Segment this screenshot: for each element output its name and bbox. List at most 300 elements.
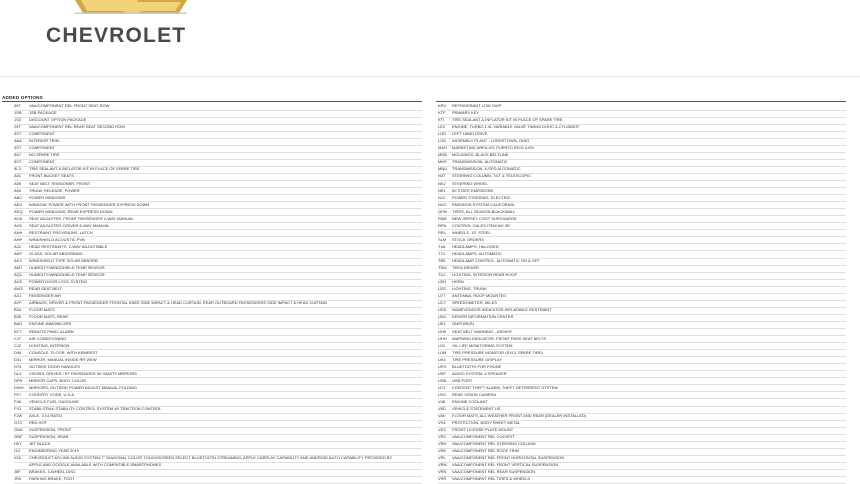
option-code: GNF bbox=[14, 434, 23, 440]
option-code: SLM bbox=[438, 236, 447, 242]
option-description: WINDOW, POWER WITH FRONT PASSENGER EXPRESS DOWN bbox=[29, 201, 150, 207]
option-code: MNU bbox=[438, 166, 448, 172]
option-code: 4AA bbox=[14, 138, 22, 144]
option-description: POWER WINDOWS bbox=[29, 194, 66, 200]
option-row bbox=[2, 237, 422, 244]
option-row bbox=[436, 448, 846, 455]
option-code: AU3 bbox=[14, 279, 22, 285]
option-code: CJ7 bbox=[14, 335, 22, 341]
option-row bbox=[436, 145, 846, 152]
option-description: FLOOR MATS, REAR bbox=[29, 314, 69, 320]
option-row bbox=[436, 181, 846, 188]
option-code: VH1 bbox=[438, 420, 446, 426]
option-row bbox=[2, 124, 422, 131]
option-description: HEAD RESTRAINTS, 2-WAY ADJUSTABLE bbox=[29, 243, 108, 249]
option-code: B34 bbox=[14, 307, 22, 313]
option-description: APPLE AND GOOGLE AVAILABLE WITH COMPATIBLE SMARTPHONES bbox=[29, 462, 162, 468]
option-row bbox=[2, 413, 422, 420]
option-description: RESTRAINT PROVISIONS, LATCH bbox=[29, 229, 93, 235]
option-row bbox=[436, 166, 846, 173]
option-code: TB5 bbox=[438, 258, 446, 264]
option-code: UK4 bbox=[438, 356, 446, 362]
option-row bbox=[2, 469, 422, 476]
option-description: VAA/COMPONENT REL FRONT SEAT ROW bbox=[29, 103, 110, 108]
option-row bbox=[436, 258, 846, 265]
option-row bbox=[2, 321, 422, 328]
option-row bbox=[2, 152, 422, 159]
option-description: TIRES, ALL SEASON BLACKWALL bbox=[452, 208, 516, 214]
option-description: MIRRORS, OUTSIDE POWER ADJUST MANUAL FOLDING bbox=[29, 384, 138, 390]
option-code: AH3 bbox=[14, 222, 22, 228]
option-row bbox=[436, 413, 846, 420]
option-row bbox=[436, 244, 846, 251]
option-code: 5A7 bbox=[14, 152, 22, 158]
option-row bbox=[436, 251, 846, 258]
option-description: NO SPARE TIRE bbox=[29, 152, 60, 158]
option-row bbox=[2, 307, 422, 314]
option-description: PROTECTION, BODY SHEET METAL bbox=[452, 420, 521, 426]
option-code: DL4 bbox=[14, 370, 22, 376]
option-code: FJW bbox=[14, 413, 23, 419]
option-code: RRL bbox=[438, 229, 447, 235]
option-row bbox=[436, 462, 846, 469]
option-row bbox=[2, 159, 422, 166]
option-description: POWER STEERING, ELECTRIC bbox=[452, 194, 511, 200]
option-row bbox=[2, 244, 422, 251]
option-row bbox=[2, 293, 422, 300]
options-column-left bbox=[2, 101, 422, 484]
option-description: HUMIDITY/WINDSHIELD TEMP SENSOR bbox=[29, 272, 105, 278]
option-code: F48 bbox=[14, 398, 21, 404]
option-row bbox=[2, 329, 422, 336]
option-description: VAA/COMPONENT REL FRONT HORIZONTAL SUSPENSION bbox=[452, 455, 565, 461]
option-description: NEW JERSEY COST SURCHARGE bbox=[452, 215, 517, 221]
option-code: IOA bbox=[14, 455, 21, 461]
option-row bbox=[2, 145, 422, 152]
header bbox=[0, 0, 860, 76]
option-description: SUSPENSION, REAR bbox=[29, 434, 69, 440]
option-row bbox=[436, 364, 846, 371]
option-code: UC7 bbox=[438, 300, 447, 306]
option-row bbox=[436, 357, 846, 364]
option-row bbox=[436, 117, 846, 124]
option-row bbox=[2, 251, 422, 258]
option-description: CONTROL GALES ITEM NO 3R bbox=[452, 222, 510, 228]
option-code: NUC bbox=[438, 201, 447, 207]
option-row bbox=[2, 385, 422, 392]
option-row bbox=[436, 159, 846, 166]
option-description: COMPONENT bbox=[29, 159, 55, 165]
option-code: UJM bbox=[438, 349, 447, 355]
option-code: VRC bbox=[438, 434, 447, 440]
option-description: VAA/COMPONENT REL FRONT VERTICAL SUSPENSION bbox=[452, 462, 559, 468]
option-description: COMPONENT bbox=[29, 145, 55, 151]
option-row bbox=[436, 138, 846, 145]
option-row bbox=[436, 350, 846, 357]
option-description: AXLE, 3.14 RATIO bbox=[29, 413, 63, 419]
option-row bbox=[2, 181, 422, 188]
option-row bbox=[2, 188, 422, 195]
option-description: WHEELS, 15" STEEL bbox=[452, 229, 491, 235]
option-code: LHD bbox=[438, 131, 447, 137]
option-code: FE7 bbox=[14, 391, 22, 397]
option-row bbox=[2, 392, 422, 399]
option-description: VAA/COMPONENT REL STEERING COLUMN bbox=[452, 441, 536, 447]
option-row bbox=[2, 336, 422, 343]
option-code: NJ1 bbox=[438, 194, 446, 200]
option-code: UE1 bbox=[438, 321, 446, 327]
option-code: UDC bbox=[438, 314, 447, 320]
option-row bbox=[436, 202, 846, 209]
option-description: TIRE SEALANT & INFLATOR KIT IN PLACE OF SPARE TIRE bbox=[29, 166, 140, 172]
option-description: AUDIO SYSTEM, 6 SPEAKER bbox=[452, 370, 507, 376]
option-description: JET BLACK bbox=[29, 441, 51, 447]
option-code: LE2 bbox=[438, 124, 446, 130]
option-description: EMISSION SYSTEM CALIFORNIA bbox=[452, 201, 515, 207]
option-row bbox=[2, 230, 422, 237]
option-description: TIRE PRESSURE DISPLAY bbox=[452, 356, 502, 362]
option-description: COUNTRY CODE, U.S.A. bbox=[29, 391, 76, 397]
option-code: AG5 bbox=[14, 215, 23, 221]
option-description: BLUETOOTH FOR PHONE bbox=[452, 363, 502, 369]
column-rule bbox=[2, 101, 422, 102]
option-row bbox=[436, 476, 846, 483]
option-row bbox=[2, 476, 422, 483]
option-row bbox=[436, 420, 846, 427]
option-code: BAH bbox=[14, 321, 23, 327]
option-row bbox=[2, 166, 422, 173]
option-code: 1SB bbox=[14, 110, 22, 116]
option-row bbox=[436, 223, 846, 230]
option-description: TRUNK RELEASE, POWER bbox=[29, 187, 80, 193]
option-row bbox=[2, 420, 422, 427]
option-code: B35 bbox=[14, 314, 22, 320]
option-row bbox=[436, 265, 846, 272]
option-description: LIGHTING, INTERIOR REAR ROOF bbox=[452, 272, 518, 278]
option-description: DISCOUNT OPTION PACKAGE bbox=[29, 117, 87, 123]
option-code: JPA bbox=[14, 476, 22, 482]
option-description: CONTENT THEFT ALARM, THEFT DETERRENT SYSTEM bbox=[452, 384, 558, 390]
option-code: USB bbox=[438, 377, 447, 383]
option-row bbox=[2, 279, 422, 286]
options-list-left bbox=[2, 103, 422, 484]
option-code: VAV bbox=[438, 413, 446, 419]
header-divider bbox=[0, 76, 860, 77]
option-description: AIRBAGS, DRIVER & FRONT PASSENGER FRONTAL KNEE SIDE IMPACT & HEAD CURTAIN, REAR OUTBOARD PASSENGERS SIDE IMPACT & HEAD CURTAIN bbox=[29, 300, 327, 306]
option-row bbox=[2, 406, 422, 413]
option-code: KTF bbox=[438, 110, 446, 116]
option-description: DRIVER INFORMATION CENTER bbox=[452, 314, 514, 320]
option-code: UJ1 bbox=[438, 342, 446, 348]
option-code: UTJ bbox=[438, 384, 446, 390]
option-row bbox=[2, 173, 422, 180]
option-description: ONSTAR(R) bbox=[452, 321, 474, 327]
option-description: VAA/COMPONENT REL COCKPIT bbox=[452, 434, 515, 440]
option-row bbox=[2, 216, 422, 223]
option-row bbox=[2, 343, 422, 350]
option-code: A69 bbox=[14, 180, 22, 186]
option-row bbox=[2, 371, 422, 378]
option-code: AED bbox=[14, 201, 23, 207]
option-code: A51 bbox=[14, 173, 22, 179]
option-row bbox=[436, 314, 846, 321]
option-row bbox=[2, 103, 422, 110]
options-column-right bbox=[436, 101, 846, 484]
option-description: HEADLAMPS, AUTOMATIC bbox=[452, 250, 502, 256]
option-description: VEHICLE STATEMENT US bbox=[452, 406, 501, 412]
option-code: 3ST bbox=[14, 131, 22, 137]
option-description: VISORS, DRIVER / RT PASSENGER W/ VANITY MIRRORS bbox=[29, 370, 137, 376]
option-row bbox=[436, 371, 846, 378]
option-code: 25T bbox=[14, 124, 21, 130]
option-code: GNA bbox=[14, 427, 23, 433]
option-description: USB PORT bbox=[452, 377, 473, 383]
option-code: MAH bbox=[438, 145, 447, 151]
option-description: WINDSHIELD TYPE SOLAR ABSORB bbox=[29, 258, 98, 264]
option-row bbox=[436, 230, 846, 237]
brand-wordmark: CHEVROLET bbox=[46, 24, 187, 47]
option-description: AIR CONDITIONING bbox=[29, 335, 67, 341]
option-code: AM7 bbox=[14, 265, 23, 271]
option-code: UVC bbox=[438, 391, 447, 397]
option-code: UHH bbox=[438, 335, 447, 341]
option-description: FRONT BUCKET SEATS bbox=[29, 173, 74, 179]
option-row bbox=[436, 329, 846, 336]
option-description: PRIMARY KEY bbox=[452, 110, 480, 116]
option-row bbox=[2, 286, 422, 293]
option-description: WARNING INDICATOR, FRONT PASS SEAT BELTS bbox=[452, 335, 547, 341]
option-description: OUTSIDE DOOR HANDLES bbox=[29, 363, 80, 369]
option-row bbox=[2, 314, 422, 321]
option-row bbox=[2, 364, 422, 371]
option-row bbox=[436, 399, 846, 406]
option-code: USF bbox=[438, 370, 446, 376]
option-description: CONSOLE, FLOOR, WITH ARMREST bbox=[29, 349, 98, 355]
option-description: HUMIDITY/WINDSHIELD TEMP SENSOR bbox=[29, 265, 105, 271]
option-row bbox=[2, 378, 422, 385]
option-description: SEAT ADJUSTER, DRIVER 6-WAY MANUAL bbox=[29, 222, 110, 228]
option-code: VRM bbox=[438, 462, 447, 468]
option-description: LEFT HAND DRIVE bbox=[452, 131, 488, 137]
option-description: TIRE PRESSURE MONITOR (EXCL SPARE TIRE) bbox=[452, 349, 543, 355]
option-description: STABILITRAK STABILITY CONTROL SYSTEM W/ TRACTION CONTROL bbox=[29, 406, 162, 412]
option-description: RED HOT bbox=[29, 420, 47, 426]
option-description: HEADLAMP CONTROL, AUTOMATIC ON & OFF bbox=[452, 258, 540, 264]
option-description: MIRROR, MANUAL INSIDE RR VIEW bbox=[29, 356, 97, 362]
option-description: ENGINE IMMOBILIZER bbox=[29, 321, 72, 327]
option-description: ENGINE, TURBO 1.4L VARIABLE VALVE TIMING DOHC 4-CYLINDER bbox=[452, 124, 579, 130]
option-description: NAMEVENDOR INDICATOR INFLATABLE RESTRAINT bbox=[452, 307, 552, 313]
option-code: N37 bbox=[438, 173, 446, 179]
option-description: VEHICLE FUEL GASOLINE bbox=[29, 398, 79, 404]
option-row bbox=[436, 293, 846, 300]
option-description: PASSENGER AIR bbox=[29, 293, 62, 299]
option-code: U2H bbox=[438, 279, 447, 285]
option-code: VRL bbox=[438, 455, 446, 461]
option-row bbox=[436, 441, 846, 448]
option-description: SEAT BELT WARNING - DRIVER bbox=[452, 328, 512, 334]
option-description: ENGINE COOLANT bbox=[452, 398, 488, 404]
option-description: HEADLAMPS, HALOGEN bbox=[452, 243, 499, 249]
option-row bbox=[436, 378, 846, 385]
option-row bbox=[436, 392, 846, 399]
option-row bbox=[436, 406, 846, 413]
option-code: MMY bbox=[438, 159, 448, 165]
option-row bbox=[436, 188, 846, 195]
option-code: T74 bbox=[438, 250, 445, 256]
option-row bbox=[2, 265, 422, 272]
option-description: INTERIOR TRIM bbox=[29, 138, 59, 144]
option-row bbox=[436, 131, 846, 138]
option-row bbox=[436, 469, 846, 476]
options-list-right bbox=[436, 103, 846, 484]
option-row bbox=[436, 152, 846, 159]
option-code: TDM bbox=[438, 265, 447, 271]
option-row bbox=[2, 462, 422, 469]
option-description: STEERING WHEEL bbox=[452, 180, 488, 186]
option-description: ASSEMBLY PLANT - LORDSTOWN, OHIO bbox=[452, 138, 530, 144]
option-description: COMPONENT bbox=[29, 131, 55, 137]
option-description: PARKING BRAKE, FOOT bbox=[29, 476, 75, 482]
option-row bbox=[436, 336, 846, 343]
option-code: VRK bbox=[438, 448, 447, 454]
option-code: D31 bbox=[14, 356, 22, 362]
option-description: GLASS, SOLAR ABSORBING bbox=[29, 250, 83, 256]
option-row bbox=[2, 448, 422, 455]
option-description: VAA/COMPONENT REL REAR SUSPENSION bbox=[452, 469, 536, 475]
option-description: BRAKES, 4-WHEEL DISC bbox=[29, 469, 76, 475]
option-row bbox=[2, 300, 422, 307]
option-description: SPEEDOMETER, MILES bbox=[452, 300, 497, 306]
option-row bbox=[436, 300, 846, 307]
option-description: VAA/COMPONENT REL TIRES & WHEELS bbox=[452, 476, 531, 482]
option-description: 1SB PACKAGE bbox=[29, 110, 57, 116]
option-code: VK3 bbox=[438, 427, 446, 433]
option-code: AKX bbox=[14, 258, 23, 264]
option-row bbox=[436, 343, 846, 350]
option-row bbox=[2, 223, 422, 230]
option-code: KRV bbox=[438, 103, 447, 108]
option-code: V48 bbox=[438, 398, 446, 404]
option-code: AYF bbox=[14, 300, 22, 306]
option-description: STEERING COLUMN, TILT & TELESCOPIC bbox=[452, 173, 532, 179]
option-description: STOCK ORDERS bbox=[452, 236, 484, 242]
option-row bbox=[2, 131, 422, 138]
option-row bbox=[436, 110, 846, 117]
option-description: TIRE SEALANT & INFLATOR KIT IN PLACE OF SPARE TIRE bbox=[452, 117, 563, 123]
row-separator bbox=[14, 483, 422, 484]
option-row bbox=[436, 272, 846, 279]
option-row bbox=[2, 272, 422, 279]
option-description: LIGHTING, INTERIOR bbox=[29, 342, 70, 348]
option-row bbox=[436, 195, 846, 202]
option-description: POWER DOOR LOCK SYSTEM bbox=[29, 279, 87, 285]
option-description: HORN bbox=[452, 279, 464, 285]
option-code: J6F bbox=[14, 469, 21, 475]
option-code: I1G bbox=[14, 448, 21, 454]
option-code: AHP bbox=[14, 236, 23, 242]
option-code: QFM bbox=[438, 208, 447, 214]
option-code: 1SZ bbox=[14, 117, 22, 123]
option-description: SEAT BELT TENSIONER, FRONT bbox=[29, 180, 91, 186]
option-description: TEEN DRIVER bbox=[452, 265, 479, 271]
option-code: AXJ bbox=[14, 293, 22, 299]
option-row bbox=[2, 195, 422, 202]
option-code: G7C bbox=[14, 420, 23, 426]
option-code: VRH bbox=[438, 441, 447, 447]
option-code: U2S bbox=[438, 286, 446, 292]
chevrolet-bowtie-logo bbox=[75, 0, 187, 14]
option-description: REMOTE PANIC ALARM bbox=[29, 328, 74, 334]
section-title: ADDED OPTIONS bbox=[2, 95, 43, 100]
option-code: BTT bbox=[14, 328, 22, 334]
option-code: AEQ bbox=[14, 208, 23, 214]
option-description: 50 STATE EMISSIONS bbox=[452, 187, 494, 193]
option-row bbox=[2, 202, 422, 209]
option-row bbox=[436, 103, 846, 110]
option-description: VAA/COMPONENT REL REAR SEAT SECOND ROW bbox=[29, 124, 126, 130]
option-code: D75 bbox=[14, 363, 22, 369]
option-row bbox=[436, 286, 846, 293]
option-code: A90 bbox=[14, 187, 22, 193]
option-description: CHEVROLET MYLINK AUDIO SYSTEM 7" DIAGONAL COLOR TOUCHSCREEN SELECT BLUETOOTH STREAMING, APPLE CARPLAY CAPABILITY AND ANDROID AUTO CAPABILITY PROVIDED BY bbox=[29, 455, 393, 461]
option-row bbox=[436, 307, 846, 314]
option-code: DWH bbox=[14, 384, 24, 390]
option-description: TRANSMISSION, 6-SPD AUTOMATIC bbox=[452, 166, 521, 172]
option-code: TUJ bbox=[438, 272, 446, 278]
option-code: U77 bbox=[438, 293, 446, 299]
option-code: UD5 bbox=[438, 307, 447, 313]
option-code: CJ2 bbox=[14, 342, 22, 348]
column-rule bbox=[436, 101, 846, 102]
row-separator bbox=[438, 483, 846, 484]
option-code: NK2 bbox=[438, 180, 446, 186]
option-row bbox=[436, 427, 846, 434]
option-description: OIL LIFE MONITORING SYSTEM bbox=[452, 342, 513, 348]
option-code: AJC bbox=[14, 243, 22, 249]
option-row bbox=[436, 216, 846, 223]
option-description: REFRIGERANT LOW GWP bbox=[452, 103, 502, 108]
option-row bbox=[2, 117, 422, 124]
option-description: FLOOR MATS bbox=[29, 307, 55, 313]
option-row bbox=[436, 385, 846, 392]
option-row bbox=[2, 441, 422, 448]
option-row bbox=[436, 237, 846, 244]
option-code: UH5 bbox=[438, 328, 447, 334]
option-row bbox=[2, 455, 422, 462]
option-description: MIRROR CAPS, BODY COLOR bbox=[29, 377, 87, 383]
option-description: MOLDINGS, BLACK BELTLINE bbox=[452, 152, 509, 158]
option-code: R6M bbox=[438, 215, 447, 221]
option-row bbox=[2, 138, 422, 145]
option-row bbox=[2, 209, 422, 216]
option-row bbox=[436, 173, 846, 180]
option-code: RPN bbox=[438, 222, 447, 228]
option-code: 4ST bbox=[14, 145, 22, 151]
option-code: DPN bbox=[14, 377, 23, 383]
option-code: AQ1 bbox=[14, 272, 23, 278]
option-code: ABC bbox=[14, 194, 23, 200]
option-code: AKP bbox=[14, 250, 23, 256]
option-description: FRONT LICENSE PLATE MOUNT bbox=[452, 427, 514, 433]
option-description: FLOOR MATS, ALL WEATHER FRONT AND REAR (DEALER INSTALLED) bbox=[452, 413, 587, 419]
option-code: MDB bbox=[438, 152, 447, 158]
option-code: H0Y bbox=[14, 441, 22, 447]
option-code: NE1 bbox=[438, 187, 446, 193]
option-row bbox=[436, 321, 846, 328]
option-description: TRANSMISSION, AUTOMATIC bbox=[452, 159, 508, 165]
option-code: VRN bbox=[438, 469, 447, 475]
